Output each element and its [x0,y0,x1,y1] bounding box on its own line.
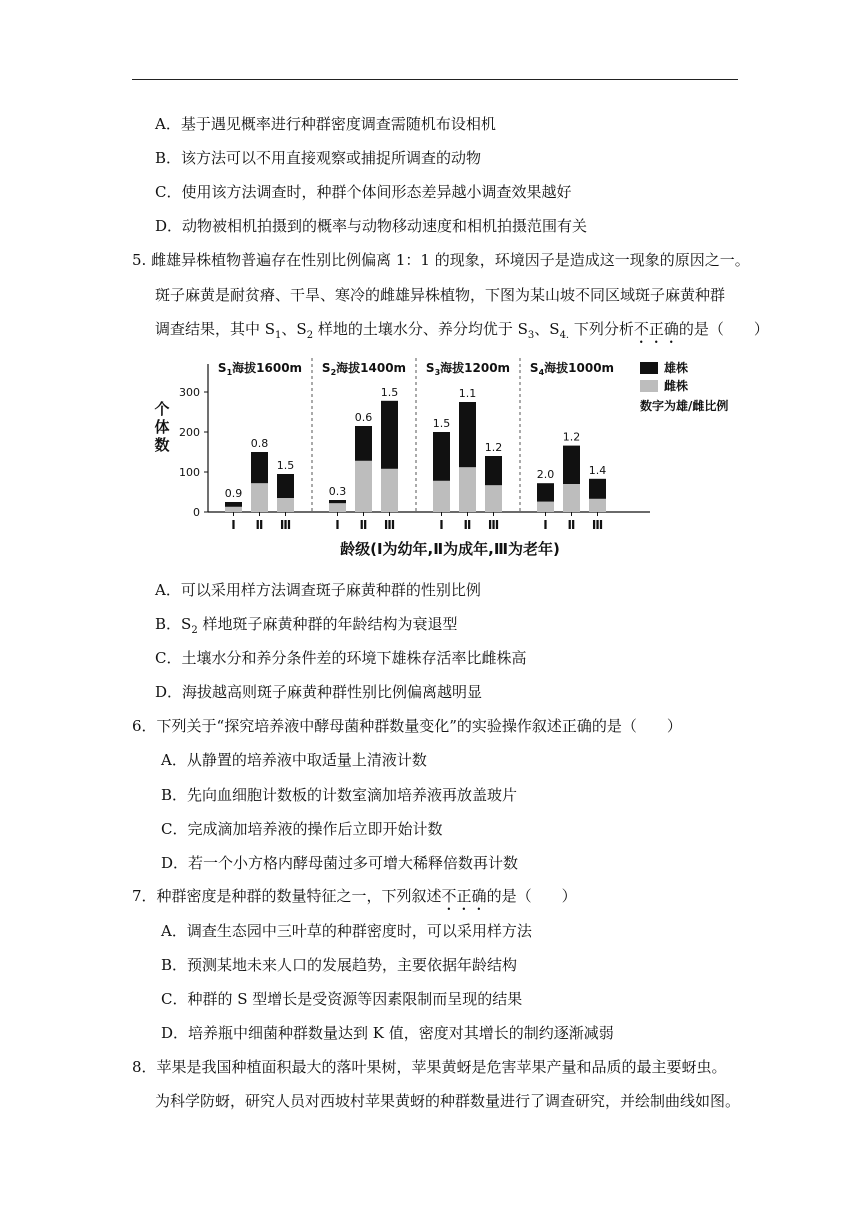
bar-male [277,474,294,498]
header-rule [132,79,738,80]
bar-male [485,456,502,485]
q7-stem: 7．种群密度是种群的数量特征之一，下列叙述不正确的是（ ） [132,887,577,905]
bar-male [329,500,346,503]
bar-female [589,499,606,512]
q7-option-a: A．调查生态园中三叶草的种群密度时，可以采用样方法 [161,922,532,940]
q5-stem-line3: 调查结果，其中 $S_1$、$S_2$ 样地的土壤水分、养分均优于 $S_3$、$S_{4.}$ 下列分析不正确的是（ ） [155,320,769,341]
legend-label-male: 雄株 [664,361,689,375]
bar-female [329,503,346,512]
bar-male [355,426,372,461]
y-tick-label: 300 [179,386,200,399]
x-tick-label: Ⅲ [279,518,292,532]
x-tick-label: Ⅰ [543,518,548,532]
ratio-label: 0.9 [224,487,243,500]
ratio-label: 1.5 [380,385,399,399]
bar-male [563,446,580,484]
y-tick-label: 0 [193,506,200,519]
bar-female [563,484,580,512]
q4-option-a: A．基于遇见概率进行种群密度调查需随机布设相机 [155,115,496,133]
q5-option-d: D．海拔越高则斑子麻黄种群性别比例偏离越明显 [155,683,483,701]
x-tick-label: Ⅲ [383,518,396,532]
group-title: $S_1$海拔1600m [217,361,303,377]
group-title: $S_2$海拔1400m [321,361,407,377]
population-bar-chart [150,352,770,564]
q6-option-a: A．从静置的培养液中取适量上清液计数 [161,751,427,769]
x-tick-label: Ⅲ [487,518,500,532]
y-tick-label: 200 [179,426,200,439]
bar-male [433,432,450,481]
legend-swatch-male [640,362,658,374]
q6-stem: 6．下列关于“探究培养液中酵母菌种群数量变化”的实验操作叙述正确的是（ ） [132,717,682,735]
ratio-label: 1.5 [276,459,295,472]
bar-female [485,485,502,512]
x-tick-label: Ⅲ [591,518,604,532]
legend-note: 数字为雄/雌比例 [640,399,729,413]
legend-swatch-female [640,380,658,392]
ratio-label: 2.0 [536,468,555,482]
x-tick-label: Ⅱ [255,518,264,532]
q6-option-b: B．先向血细胞计数板的计数室滴加培养液再放盖玻片 [161,786,518,804]
x-tick-label: Ⅰ [335,518,340,532]
ratio-label: 1.1 [458,387,477,400]
bar-female [433,481,450,512]
y-axis-label: 体 [154,418,170,436]
q7-option-d: D．培养瓶中细菌种群数量达到 K 值，密度对其增长的制约逐渐减弱 [161,1024,614,1042]
q7-option-b: B．预测某地未来人口的发展趋势，主要依据年龄结构 [161,956,518,974]
bar-female [225,507,242,512]
bar-female [537,502,554,512]
ratio-label: 0.6 [354,411,373,424]
x-tick-label: Ⅱ [567,518,576,532]
q5-stem-line1: 5. 雌雄异株植物普遍存在性别比例偏离 1：1 的现象，环境因子是造成这一现象的原因之一。 [132,251,750,269]
group-title: $S_3$海拔1200m [425,361,511,377]
q4-option-c: C．使用该方法调查时，种群个体间形态差异越小调查效果越好 [155,183,572,201]
x-tick-label: Ⅰ [439,518,444,532]
ratio-label: 1.2 [562,430,581,444]
ratio-label: 1.2 [484,441,503,454]
x-axis-label: 龄级(Ⅰ为幼年,Ⅱ为成年,Ⅲ为老年) [340,540,560,558]
q5-stem-line2: 斑子麻黄是耐贫瘠、干旱、寒冷的雌雄异株植物，下图为某山坡不同区域斑子麻黄种群 [155,286,726,304]
q5-option-b: B．$S_2$ 样地斑子麻黄种群的年龄结构为衰退型 [155,615,458,636]
q4-option-d: D．动物被相机拍摄到的概率与动物移动速度和相机拍摄范围有关 [155,217,588,235]
bar-male [537,483,554,501]
ratio-label: 0.3 [328,485,347,498]
bar-female [277,498,294,512]
q6-option-d: D．若一个小方格内酵母菌过多可增大稀释倍数再计数 [161,854,519,872]
q4-option-b: B．该方法可以不用直接观察或捕捉所调查的动物 [155,149,482,167]
y-axis-label: 个 [154,400,170,418]
y-axis-label: 数 [154,436,170,454]
x-tick-label: Ⅱ [359,518,368,532]
ratio-label: 1.4 [588,463,607,477]
group-title: $S_4$海拔1000m [529,361,615,377]
q7-option-c: C．种群的 S 型增长是受资源等因素限制而呈现的结果 [161,990,523,1008]
bar-female [355,461,372,512]
y-tick-label: 100 [179,466,200,479]
bar-male [251,452,268,483]
x-tick-label: Ⅰ [231,518,236,532]
bar-male [381,401,398,469]
q8-stem-line1: 8．苹果是我国种植面积最大的落叶果树，苹果黄蚜是危害苹果产量和品质的最主要蚜虫。 [132,1058,727,1076]
bar-male [225,502,242,507]
bar-female [459,467,476,512]
ratio-label: 1.5 [432,417,451,430]
q5-option-a: A．可以采用样方法调查斑子麻黄种群的性别比例 [155,581,481,599]
q5-option-c: C．土壤水分和养分条件差的环境下雄株存活率比雌株高 [155,649,527,667]
bar-male [589,479,606,499]
legend-label-female: 雌株 [664,379,689,393]
bar-female [251,483,268,512]
q6-option-c: C．完成滴加培养液的操作后立即开始计数 [161,820,443,838]
x-tick-label: Ⅱ [463,518,472,532]
q8-stem-line2: 为科学防蚜，研究人员对西坡村苹果黄蚜的种群数量进行了调查研究，并绘制曲线如图。 [155,1092,741,1110]
ratio-label: 0.8 [250,437,269,450]
bar-male [459,402,476,467]
bar-female [381,469,398,512]
